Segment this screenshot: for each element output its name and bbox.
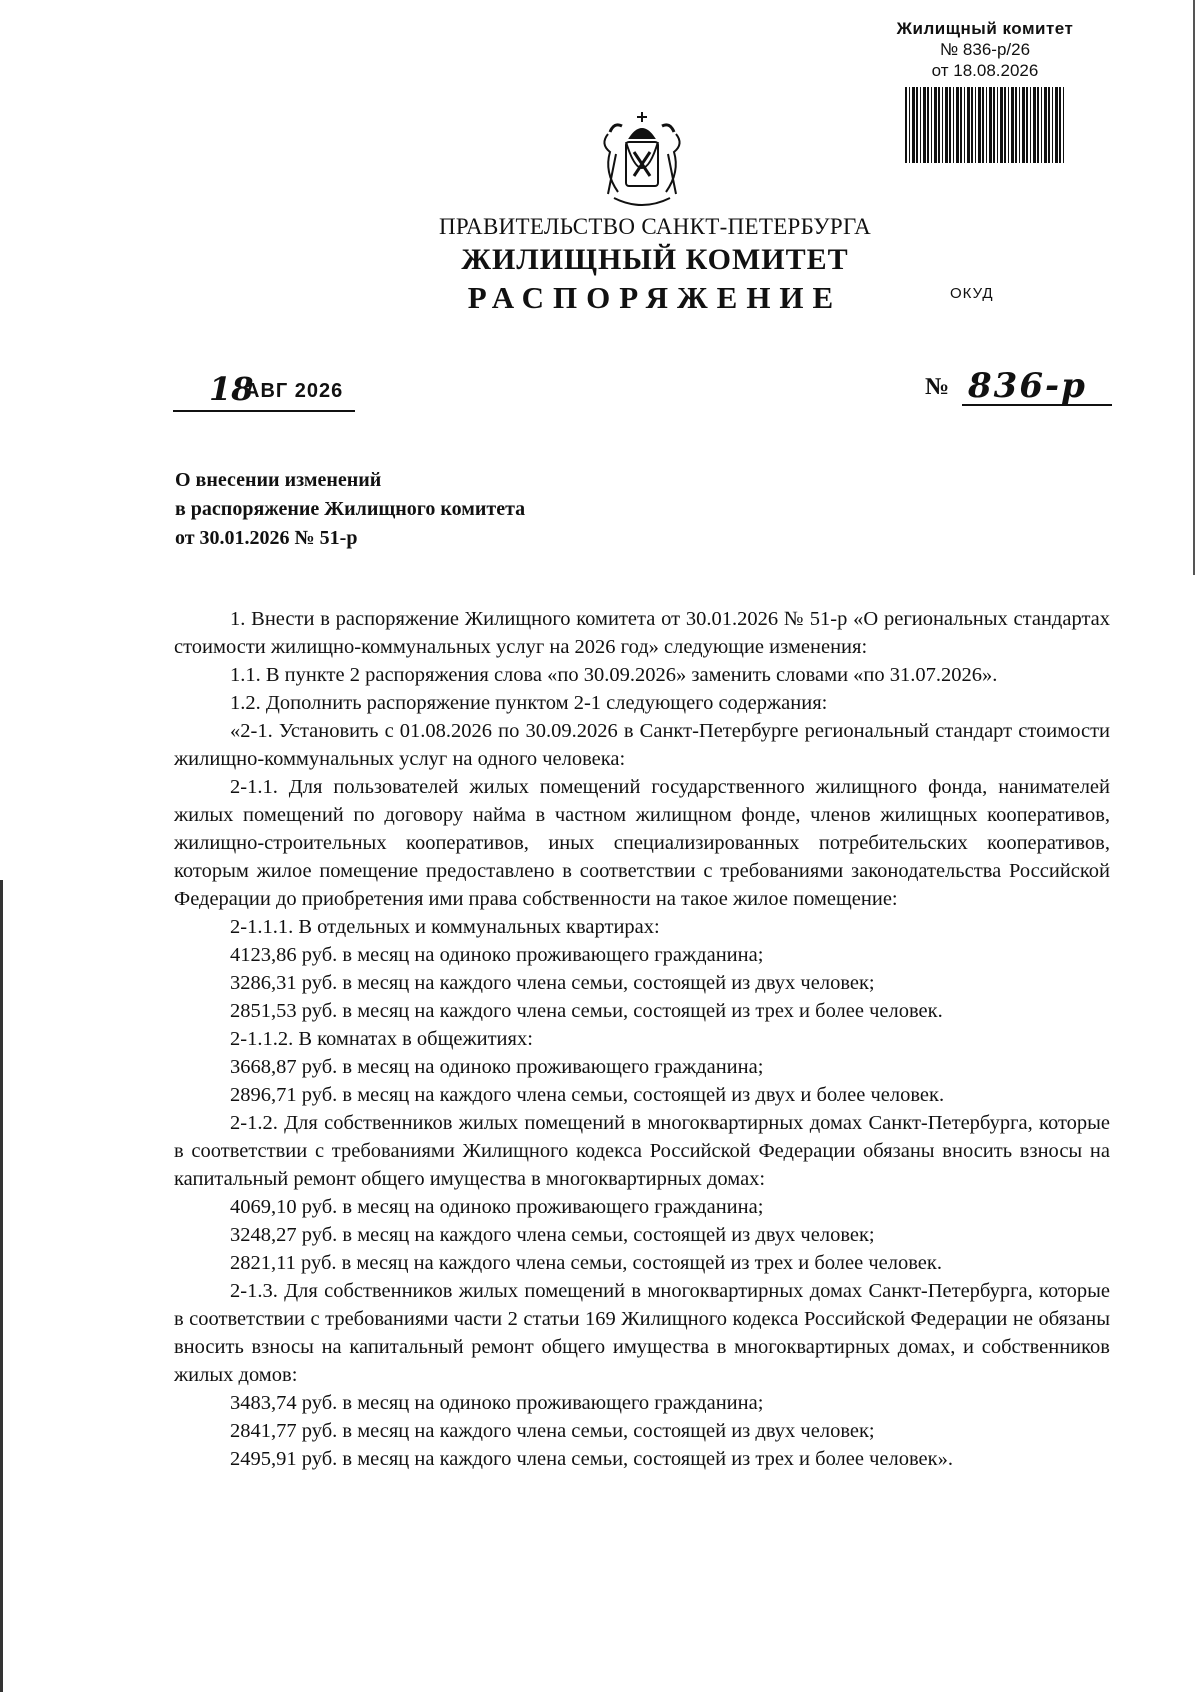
paragraph: 2-1.1. Для пользователей жилых помещений государственного жилищного фонда, нанимателей жилых помещений по договору найма в частном жилищном фонде, членов жилищных кооперативов, жилищно-строительных кооперативов, иных специализированных потребительских кооперативов, которым жилое помещение предоставлено в соответствии с требованиями законодательства Российской Федерации до приобретения ими права собственности на такое жилое помещение: [174, 776, 1110, 910]
rate-line: 3668,87 руб. в месяц на одиноко проживающего гражданина; [230, 1056, 764, 1078]
rate-line: 2896,71 руб. в месяц на каждого члена семьи, состоящей из двух и более человек. [230, 1084, 945, 1106]
stamp-number: № 836-р/26 [939, 40, 1031, 59]
number-label: № [925, 374, 950, 400]
subject-line: в распоряжение Жилищного комитета [175, 498, 526, 520]
barcode [905, 87, 1065, 163]
paragraph: «2-1. Установить с 01.08.2026 по 30.09.2026 в Санкт-Петербурге региональный стандарт стоимости жилищно-коммунальных услуг на одного человека: [174, 720, 1110, 770]
document-date [173, 370, 355, 412]
paragraph: 2-1.1.2. В комнатах в общежитиях: [230, 1028, 533, 1050]
date-day: 18 [209, 370, 254, 408]
stamp-organization: Жилищный комитет [896, 19, 1074, 38]
document-type: РАСПОРЯЖЕНИЕ [467, 280, 843, 315]
committee-title: ЖИЛИЩНЫЙ КОМИТЕТ [461, 243, 849, 276]
rate-line: 2821,11 руб. в месяц на каждого члена семьи, состоящей из трех и более человек. [230, 1252, 942, 1274]
paragraph: 1.2. Дополнить распоряжение пунктом 2-1 следующего содержания: [230, 692, 828, 714]
government-title: ПРАВИТЕЛЬСТВО САНКТ-ПЕТЕРБУРГА [438, 214, 872, 239]
paragraph: 1. Внести в распоряжение Жилищного комитета от 30.01.2026 № 51-р «О региональных стандартах стоимости жилищно-коммунальных услуг на 2026 год» следующие изменения: [174, 608, 1110, 658]
rate-line: 2841,77 руб. в месяц на каждого члена семьи, состоящей из двух человек; [230, 1420, 875, 1442]
paragraph: 1.1. В пункте 2 распоряжения слова «по 30.09.2026» заменить словами «по 31.07.2026». [230, 664, 998, 686]
registration-stamp [880, 18, 1090, 163]
paragraph: 2-1.2. Для собственников жилых помещений в многоквартирных домах Санкт-Петербурга, которые в соответствии с требованиями Жилищного кодекса Российской Федерации обязаны вносить взносы на капитальный ремонт общего имущества в многоквартирных домах: [174, 1112, 1110, 1190]
subject-line: О внесении изменений [175, 469, 382, 491]
rate-line: 3483,74 руб. в месяц на одиноко проживающего гражданина; [230, 1392, 764, 1414]
document-body [174, 605, 1110, 1473]
date-month-year: АВГ 2026 [245, 380, 344, 402]
number-underline [962, 404, 1112, 406]
subject-line: от 30.01.2026 № 51-р [175, 527, 358, 549]
rate-line: 3286,31 руб. в месяц на каждого члена семьи, состоящей из двух человек; [230, 972, 875, 994]
rate-line: 4069,10 руб. в месяц на одиноко проживающего гражданина; [230, 1196, 764, 1218]
document-subject [175, 466, 525, 553]
rate-line: 2495,91 руб. в месяц на каждого члена семьи, состоящей из трех и более человек». [230, 1448, 953, 1470]
rate-line: 4123,86 руб. в месяц на одиноко проживающего гражданина; [230, 944, 764, 966]
rate-line: 2851,53 руб. в месяц на каждого члена семьи, состоящей из трех и более человек. [230, 1000, 943, 1022]
paragraph: 2-1.3. Для собственников жилых помещений в многоквартирных домах Санкт-Петербурга, которые в соответствии с требованиями части 2 статьи 169 Жилищного кодекса Российской Федерации не обязаны вносить взносы на капитальный ремонт общего имущества в многоквартирных домах, и собственников жилых домов: [174, 1280, 1110, 1386]
document-number: 836-р [968, 366, 1087, 406]
rate-line: 3248,27 руб. в месяц на каждого члена семьи, состоящей из двух человек; [230, 1224, 875, 1246]
paragraph: 2-1.1.1. В отдельных и коммунальных квартирах: [230, 916, 660, 938]
stamp-date: от 18.08.2026 [931, 61, 1039, 80]
scan-edge-right [1193, 0, 1195, 575]
coat-of-arms-icon [596, 108, 688, 212]
document-header [0, 212, 1200, 318]
okud-label: ОКУД [950, 285, 994, 302]
scan-edge-left [0, 880, 3, 1692]
